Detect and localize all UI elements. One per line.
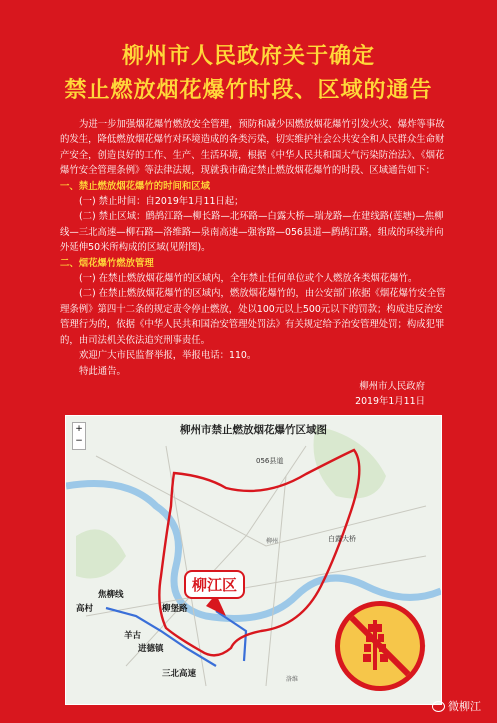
watermark-text: 微柳江 [448,700,481,713]
notice-title-line2: 禁止燃放烟花爆竹时段、区域的通告 [64,78,433,103]
wechat-icon [432,701,445,712]
map-label-yanggu: 羊古 [124,631,142,641]
map-label-luowei: 洛维 [286,676,299,683]
map-label-liuzhou: 柳州 [266,538,279,545]
notice-title-line1: 柳州市人民政府关于确定 [121,44,375,69]
signature-org: 柳州市人民政府 [359,380,425,392]
map-label-sanbei-highway: 三北高速 [162,669,197,679]
closing-text: 特此通告。 [79,365,126,377]
map-zoom-control[interactable]: + − [72,422,86,450]
section2-item2: (二) 在禁止燃放烟花爆竹的区域内，燃放烟花爆竹的，由公安部门依据《烟花爆竹安全管理条例》第四十二条的规定责令停止燃放，处以100元以上500元以下的罚款；构成违反治安管理行为的，依据《中华人民共和国治安管理处罚法》有关规定给予治安管理处罚；构成犯罪的，由司法机关依法追究刑事责任。 [60,288,446,346]
map-label-liubaolu: 柳堡路 [162,604,188,614]
notice-body [60,117,447,410]
signature-date: 2019年1月11日 [355,396,425,408]
hotline-text: 欢迎广大市民监督举报，举报电话：110。 [79,350,257,362]
no-firecracker-icon [335,601,425,691]
section1-item2: (二) 禁止区域：鹧鸪江路—柳长路—北环路—白露大桥—瑞龙路—在建线路(莲塘)—焦柳线—三北高速—柳石路—洛维路—泉南高速—强容路—056县道—鹧鸪江路，组成的环线并向外延伸50米所构成的区域(见附图)。 [60,211,444,254]
section2-heading: 二、烟花爆竹燃放管理 [60,257,154,269]
map-title: 柳州市禁止燃放烟花爆竹区域图 [180,424,327,436]
section1-heading: 一、禁止燃放烟花爆竹的时间和区域 [60,180,211,192]
map-label-056: 056县道 [256,457,284,465]
map-label-bailu-bridge: 白露大桥 [328,535,356,543]
map-label-gaocun: 高村 [76,604,94,614]
section2-item1: (一) 在禁止燃放烟花爆竹的区域内，全年禁止任何单位或个人燃放各类烟花爆竹。 [79,273,418,285]
map-label-jiaoliuxian: 焦柳线 [98,590,124,600]
liujiang-district-label: 柳江区 [184,570,245,599]
section1-item1: (一) 禁止时间：自2019年1月11日起； [79,196,244,208]
wechat-watermark [432,698,481,714]
intro-paragraph: 为进一步加强烟花爆竹燃放安全管理，预防和减少因燃放烟花爆竹引发火灾、爆炸等事故的发生，降低燃放烟花爆竹对环境造成的各类污染，切实维护社会公共安全和人民群众生命财产安全，创造良好的工作、生产、生活环境，根据《中华人民共和国大气污染防治法》、《烟花爆竹安全管理条例》等法律法规，现就我市确定禁止燃放烟花爆竹的时段、区域通告如下： [60,119,445,177]
map-label-jindezhen: 进德镇 [138,644,164,654]
